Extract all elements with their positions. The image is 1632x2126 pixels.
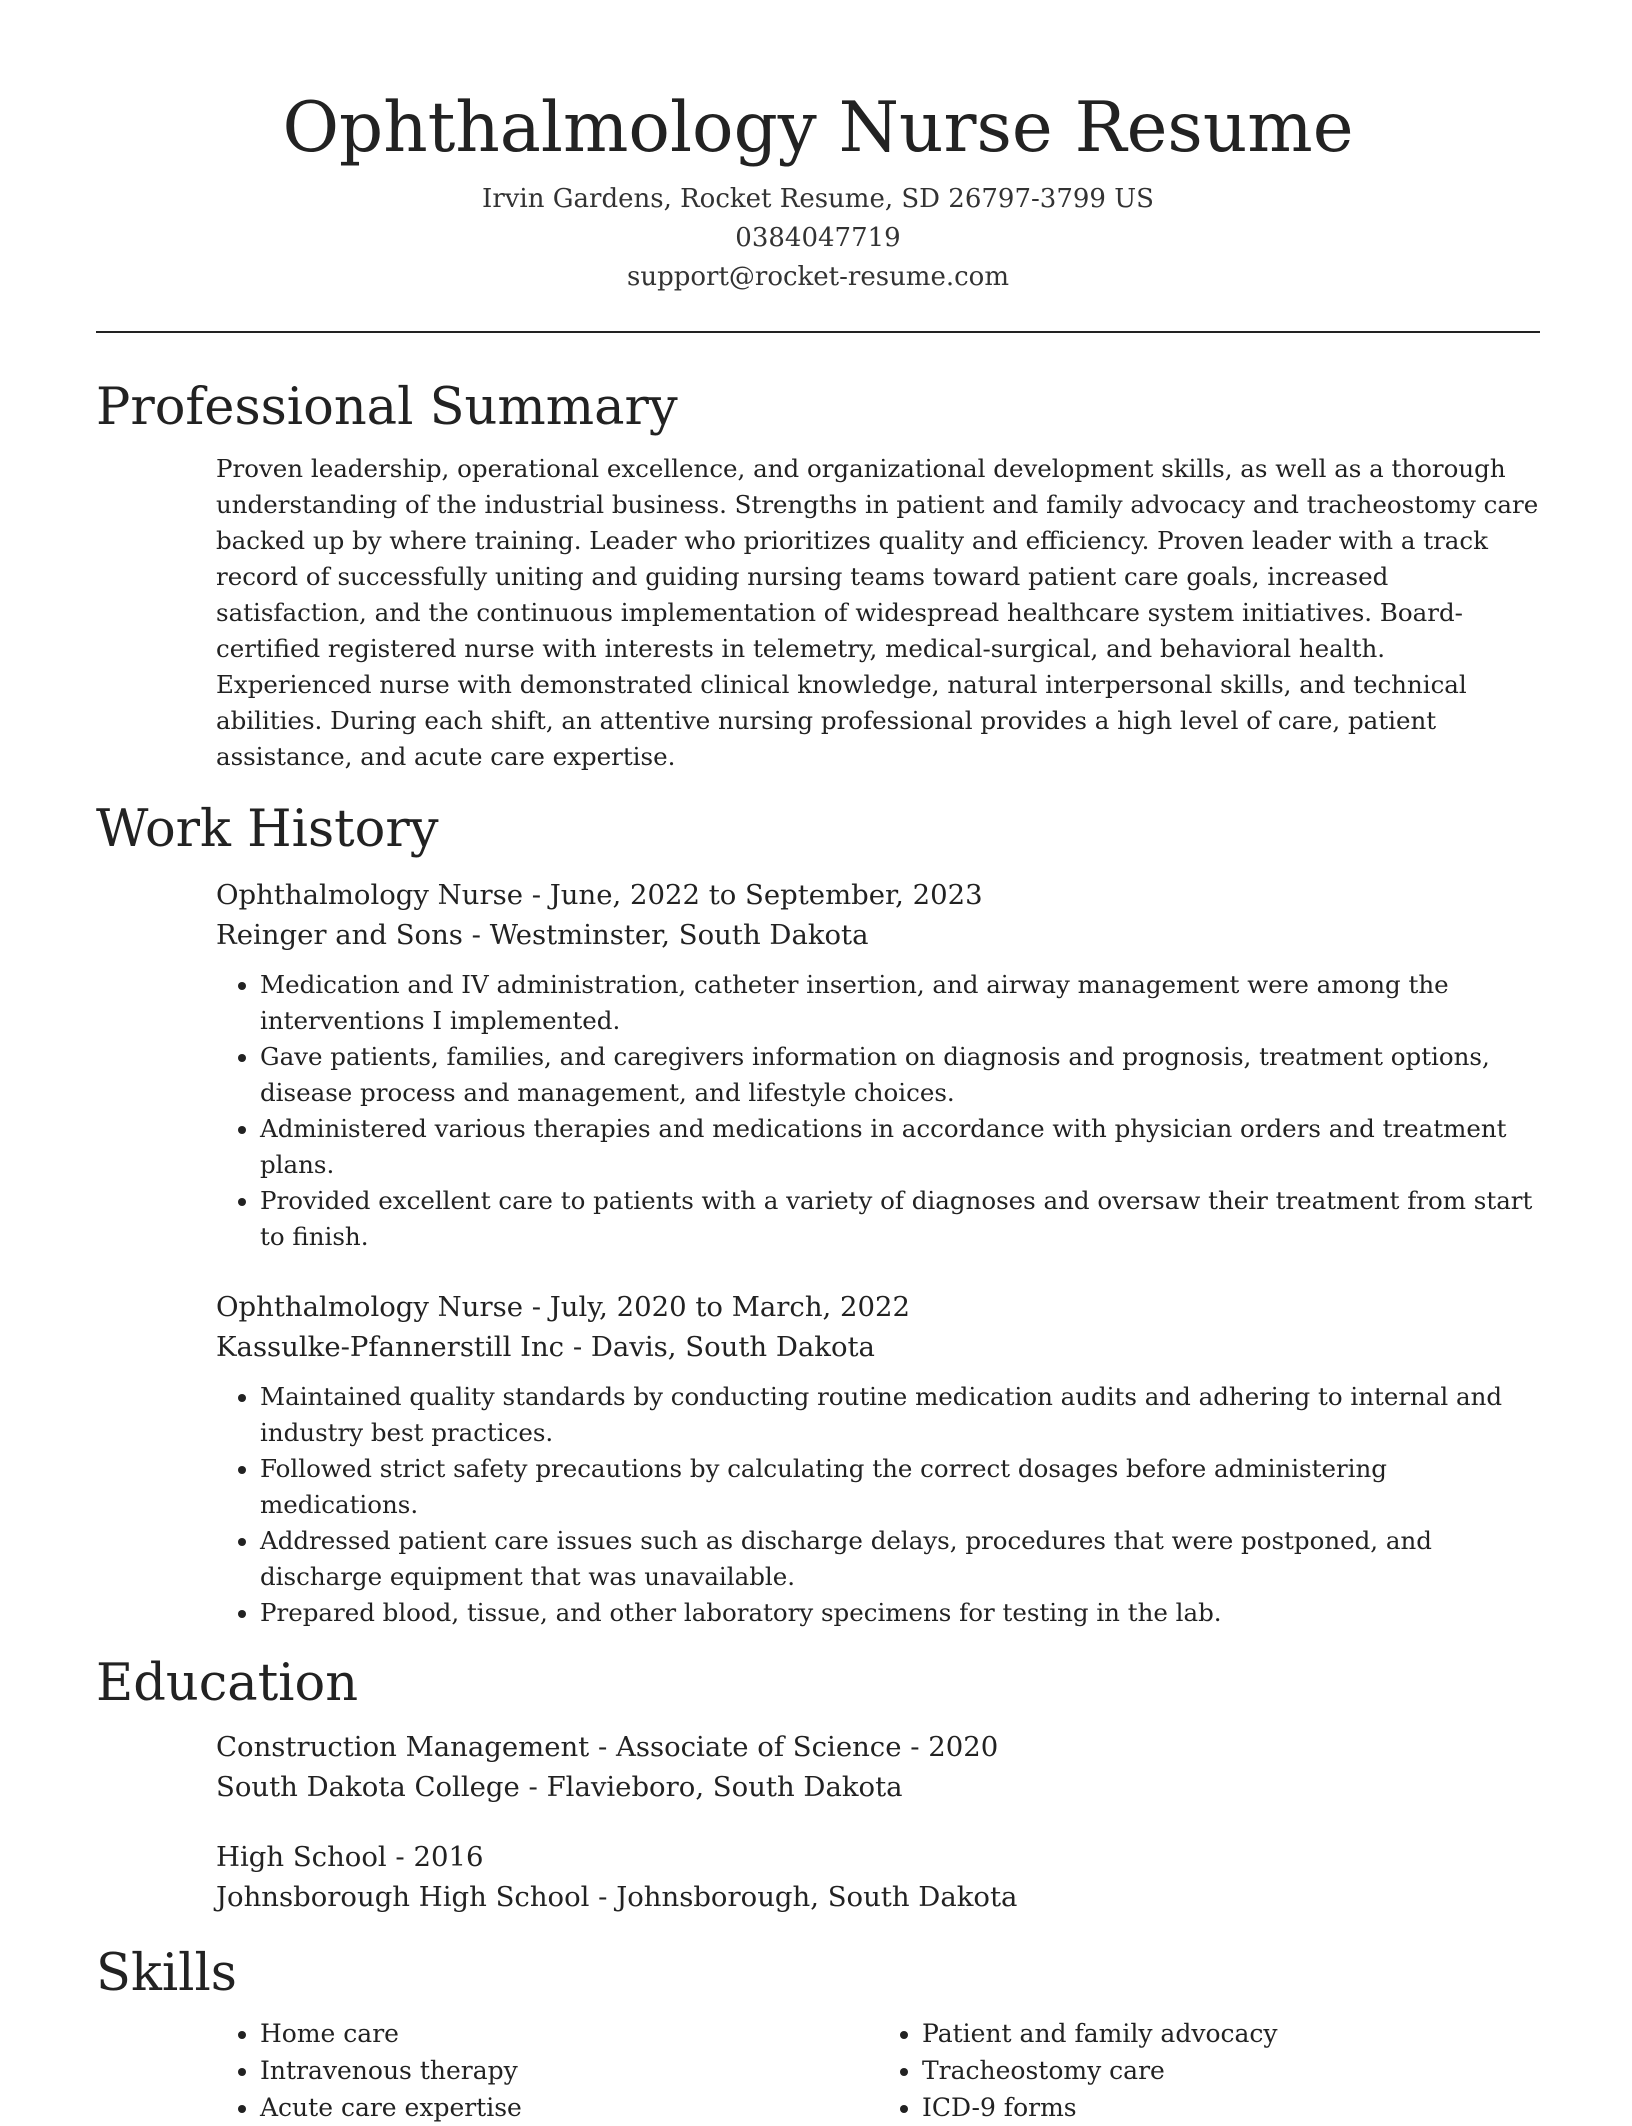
job-bullet: • Maintained quality standards by conducting routine medication audits and adhering to internal and industry best practices. <box>260 1379 1540 1451</box>
skills-column-right <box>878 2015 1540 2126</box>
skill-item: • Home care <box>260 2015 878 2052</box>
job-bullet: • Medication and IV administration, catheter insertion, and airway management were among the interventions I implemented. <box>260 967 1540 1039</box>
work-history-section <box>96 799 1540 1631</box>
contact-address: Irvin Gardens, Rocket Resume, SD 26797-3799 US <box>482 184 1154 214</box>
summary-section <box>96 377 1540 775</box>
skills-column-left <box>216 2015 878 2126</box>
resume-page <box>96 0 1540 2126</box>
contact-email: support@rocket-resume.com <box>626 262 1009 292</box>
education-school-line: South Dakota College - Flavieboro, South Dakota <box>216 1771 903 1803</box>
resume-header <box>96 0 1540 297</box>
job-role-line: Ophthalmology Nurse - July, 2020 to March, 2022 <box>216 1291 911 1323</box>
contact-phone: 0384047719 <box>735 223 901 253</box>
summary-text: Proven leadership, operational excellence, and organizational development skills, as well as a thorough understanding of the industrial business. Strengths in patient and family advocacy and tracheostomy care backed up by where training. Leader who prioritizes quality and efficiency. Proven leader with a track record of successfully uniting and guiding nursing teams toward patient care goals, increased satisfaction, and the continuous implementation of widespread healthcare system initiatives. Board-certified registered nurse with interests in telemetry, medical-surgical, and behavioral health. Experienced nurse with demonstrated clinical knowledge, natural interpersonal skills, and technical abilities. During each shift, an attentive nursing professional provides a high level of care, patient assistance, and acute care expertise. <box>216 454 1539 771</box>
skill-item: • Tracheostomy care <box>922 2052 1540 2089</box>
resume-title: Ophthalmology Nurse Resume <box>282 88 1354 168</box>
header-divider <box>96 331 1540 333</box>
job-entry <box>216 875 1540 1255</box>
education-degree-line: High School - 2016 <box>216 1841 484 1873</box>
education-section <box>96 1653 1540 1917</box>
job-bullet: • Followed strict safety precautions by calculating the correct dosages before administering medications. <box>260 1451 1540 1523</box>
skills-heading: Skills <box>96 1944 237 2003</box>
education-entry <box>216 1727 1540 1807</box>
job-bullet: • Administered various therapies and medications in accordance with physician orders and treatment plans. <box>260 1111 1540 1183</box>
job-company-line: Kassulke-Pfannerstill Inc - Davis, South Dakota <box>216 1331 875 1363</box>
skill-item: • Patient and family advocacy <box>922 2015 1540 2052</box>
contact-block <box>96 180 1540 297</box>
job-bullet: • Provided excellent care to patients with a variety of diagnoses and oversaw their treatment from start to finish. <box>260 1183 1540 1255</box>
work-history-heading: Work History <box>96 800 439 859</box>
skill-item: • Acute care expertise <box>260 2089 878 2126</box>
job-bullet: • Addressed patient care issues such as discharge delays, procedures that were postponed, and discharge equipment that was unavailable. <box>260 1523 1540 1595</box>
education-degree-line: Construction Management - Associate of Science - 2020 <box>216 1731 999 1763</box>
skill-item: • ICD-9 forms <box>922 2089 1540 2126</box>
skills-section <box>96 1943 1540 2126</box>
job-company-line: Reinger and Sons - Westminster, South Dakota <box>216 919 869 951</box>
job-role-line: Ophthalmology Nurse - June, 2022 to September, 2023 <box>216 879 983 911</box>
job-entry <box>216 1287 1540 1631</box>
education-school-line: Johnsborough High School - Johnsborough, South Dakota <box>216 1881 1018 1913</box>
education-heading: Education <box>96 1654 359 1713</box>
job-bullet: • Gave patients, families, and caregivers information on diagnosis and prognosis, treatment options, disease process and management, and lifestyle choices. <box>260 1039 1540 1111</box>
job-bullets <box>216 1379 1540 1631</box>
job-bullets <box>216 967 1540 1255</box>
skill-item: • Intravenous therapy <box>260 2052 878 2089</box>
job-bullet: • Prepared blood, tissue, and other laboratory specimens for testing in the lab. <box>260 1595 1540 1631</box>
skills-grid <box>216 2015 1540 2126</box>
education-entry <box>216 1837 1540 1917</box>
summary-heading: Professional Summary <box>96 378 678 437</box>
